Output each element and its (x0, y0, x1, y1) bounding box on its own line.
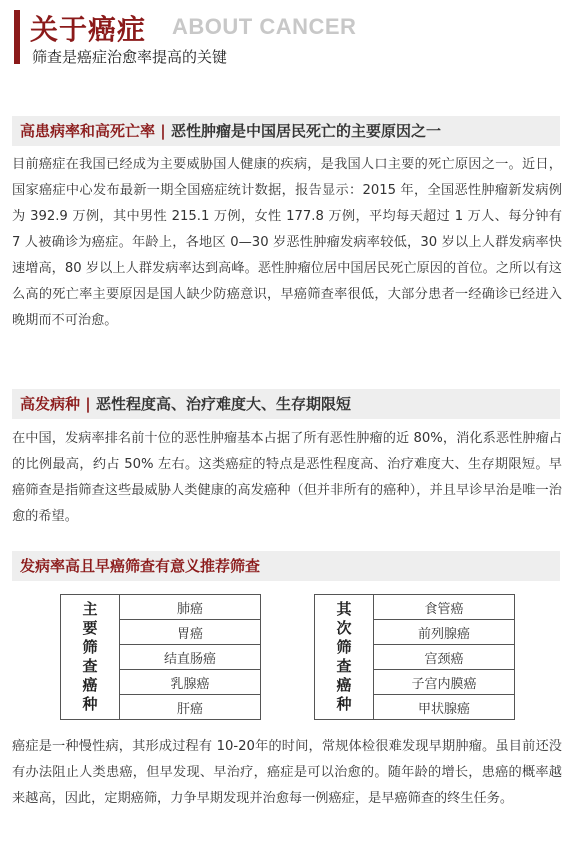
header-char: 癌 (336, 676, 352, 694)
table-cell: 结直肠癌 (120, 645, 261, 670)
header-char: 要 (82, 619, 98, 637)
table-cell: 子宫内膜癌 (374, 670, 515, 695)
section-heading-rest: 恶性程度高、治疗难度大、生存期限短 (95, 395, 351, 413)
header-char: 次 (336, 619, 352, 637)
table-cell: 前列腺癌 (374, 620, 515, 645)
table-cell: 胃癌 (120, 620, 261, 645)
header-char: 其 (336, 600, 352, 618)
section-heading-screening (12, 551, 560, 581)
table-cell: 食管癌 (374, 595, 515, 620)
section-body-incidence: 目前癌症在我国已经成为主要威胁国人健康的疾病，是我国人口主要的死亡原因之一。近日，国家癌症中心发布最新一期全国癌症统计数据，报告显示：2015 年，全国恶性肿瘤新发病例为 392.9 万例，其中男性 215.1 万例，女性 177.8 万例，平均每天超过 1 万人、每分钟有 7 人被确诊为癌症。年龄上，各地区 0—30 岁恶性肿瘤发病率较低，30 岁以上人群发病率快速增高，80 岁以上人群发病率达到高峰。恶性肿瘤位居中国居民死亡原因的首位。之所以有这么高的死亡率主要原因是国人缺少防癌意识，早癌筛查率很低，大部分患者一经确诊已经进入晚期而不可治愈。 (12, 157, 562, 328)
section-heading-rest: 恶性肿瘤是中国居民死亡的主要原因之一 (170, 122, 441, 140)
section-body-high-risk: 在中国，发病率排名前十位的恶性肿瘤基本占据了所有恶性肿瘤的近 80%，消化系恶性肿瘤占的比例最高，约占 50% 左右。这类癌症的特点是恶性程度高、治疗难度大、生存期限短。早癌筛查是指筛查这些最威胁人类健康的高发癌种（但并非所有的癌种），并且早诊早治是唯一治愈的希望。 (12, 431, 562, 524)
section-heading-main: 高患病率和高死亡率 | (20, 122, 171, 140)
table-cell: 宫颈癌 (374, 645, 515, 670)
section-heading-main: 发病率高且早癌筛查有意义推荐筛查 (20, 557, 261, 575)
primary-screening-table (60, 594, 261, 720)
page-title-english: ABOUT CANCER (172, 14, 357, 39)
section-heading-incidence (12, 116, 560, 146)
header-char: 筛 (82, 638, 98, 656)
primary-screening-header (61, 595, 120, 720)
header-char: 查 (336, 657, 352, 675)
header-char: 癌 (82, 676, 98, 694)
header-char: 查 (82, 657, 98, 675)
header-char: 筛 (336, 638, 352, 656)
secondary-screening-header (315, 595, 374, 720)
closing-paragraph: 癌症是一种慢性病，其形成过程有 10-20年的时间，常规体检很难发现早期肿瘤。虽目前还没有办法阻止人类患癌，但早发现、早治疗，癌症是可以治愈的。随年龄的增长，患癌的概率越来越高，因此，定期癌筛，力争早期发现并治愈每一例癌症，是早癌筛查的终生任务。 (12, 739, 562, 806)
header-char: 种 (336, 695, 352, 713)
table-cell: 肝癌 (120, 695, 261, 720)
header-char: 种 (82, 695, 98, 713)
header-char: 主 (82, 600, 98, 618)
secondary-screening-table (314, 594, 515, 720)
table-cell: 甲状腺癌 (374, 695, 515, 720)
title-accent-bar (14, 10, 20, 64)
table-cell: 肺癌 (120, 595, 261, 620)
page-title: 关于癌症 (30, 13, 147, 46)
table-cell: 乳腺癌 (120, 670, 261, 695)
page-subtitle: 筛查是癌症治愈率提高的关键 (32, 48, 228, 66)
section-heading-main: 高发病种 | (20, 395, 96, 413)
section-heading-high-risk (12, 389, 560, 419)
